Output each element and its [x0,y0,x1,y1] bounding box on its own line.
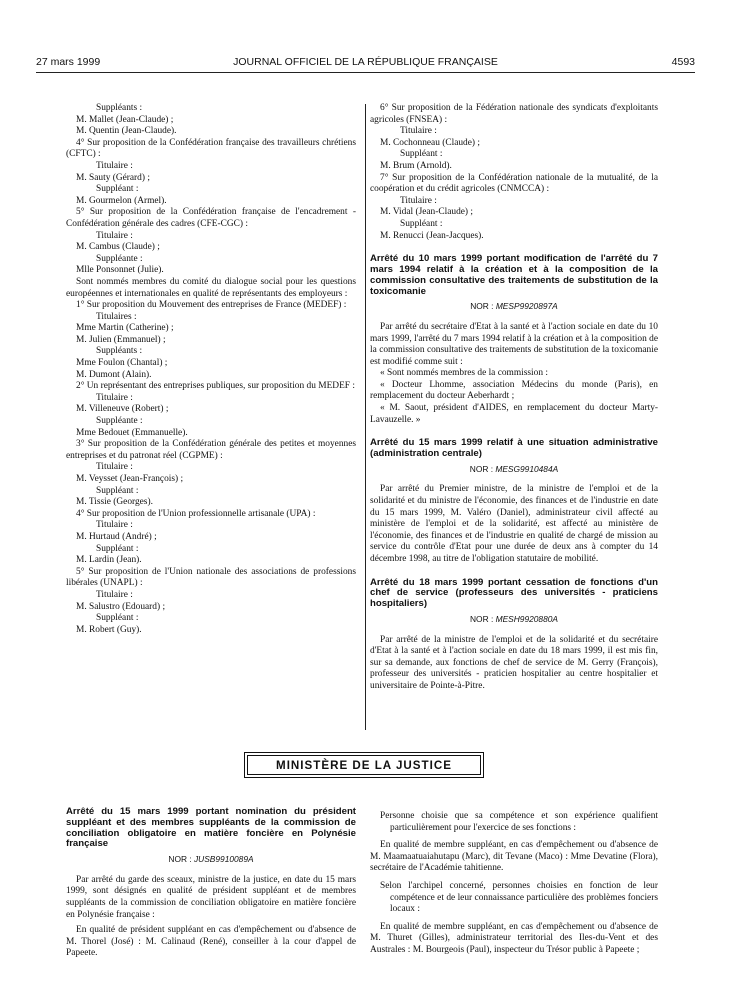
text-line: Par arrêté du garde des sceaux, ministre de la justice, en date du 15 mars 1999, sont désignés en qualité de président suppléant et de membres suppléants de la commission de conciliation obligatoire en matière foncière en Polynésie française : [66,874,356,920]
decree-title: Arrêté du 15 mars 1999 relatif à une situation administrative (administration centrale) [370,437,658,460]
text-line: Suppléants : [96,103,143,113]
text-line: M. Julien (Emmanuel) ; [76,334,166,345]
text-line: Suppléant : [96,543,139,554]
text-line: M. Mallet (Jean-Claude) ; [76,114,174,125]
text-line: Mme Martin (Catherine) ; [76,323,174,334]
ministry-heading: MINISTÈRE DE LA JUSTICE [247,755,481,775]
decree-title: Arrêté du 15 mars 1999 portant nomination du président suppléant et des membres suppléants de la commission de conciliation obligatoire en matière foncière en Polynésie française [66,806,356,850]
text-line: M. Vidal (Jean-Claude) ; [380,207,473,218]
nor-code: MESP9920897A [495,301,558,312]
issue-date: 27 mars 1999 [36,56,101,68]
text-line: M. Lardin (Jean). [76,555,142,566]
text-line: Titulaire : [96,230,133,241]
decree-body [370,484,658,565]
journal-title: JOURNAL OFFICIEL DE LA RÉPUBLIQUE FRANÇAISE [233,56,498,68]
nor-code: MESH9920880A [495,613,558,624]
text-line: M. Cochonneau (Claude) ; [380,137,480,148]
nor-code: JUSB9910089A [193,854,254,865]
text-line: 5° Sur proposition de la Confédération française de l'encadrement - Confédération générale des cadres (CFE-CGC) : [66,207,356,229]
text-line: Titulaire : [96,520,133,531]
nor-label: NOR : [469,463,494,474]
text-line: M. Renucci (Jean-Jacques). [380,230,484,241]
text-line: 7° Sur proposition de la Confédération nationale de la mutualité, de la coopération et du crédit agricoles (CNMCCA) : [370,172,658,195]
text-line: Suppléant : [96,184,139,195]
right-column-list [370,103,658,242]
text-line: Titulaire : [96,160,133,171]
text-line: M. Cambus (Claude) ; [76,242,160,253]
text-line: Personne choisie que sa compétence et son expérience qualifient particulièrement pour l'exercice de ses fonctions : [380,811,658,833]
right-column [370,103,658,693]
ministry-heading-box [244,752,484,778]
text-line: Mme Bedouet (Emmanuelle). [76,427,188,438]
text-line: Titulaire : [96,392,133,403]
decree-situation-administrative [370,438,658,565]
text-line: Par arrêté du secrétaire d'Etat à la santé et à l'action sociale en date du 10 mars 1999, l'arrêté du 7 mars 1994 relatif à la création et à la composition de la commission consultative des traitements de substitution de la toxicomanie est modifié comme suit : [370,321,658,367]
text-line: Sont nommés membres du comité du dialogue social pour les questions européennes et internationales en qualité de représentants des employeurs : [66,276,356,299]
text-line: 4° Sur proposition de l'Union professionnelle artisanale (UPA) : [76,508,316,519]
justice-decree [66,807,356,964]
text-line: Selon l'archipel concerné, personnes choisies en fonction de leur compétence et de leur connaissance particulière des problèmes fonciers locaux : [380,880,658,915]
decree-title: Arrêté du 18 mars 1999 portant cessation de fonctions d'un chef de service (professeurs des universités - praticiens hospitaliers) [370,576,658,610]
text-line: Titulaire : [400,126,437,137]
nor-reference [370,614,658,626]
text-line: Par arrêté de la ministre de l'emploi et de la solidarité et du secrétaire d'Etat à la santé et à l'action sociale en date du 18 mars 1999, il est mis fin, sur sa demande, aux fonctions de chef de service de M. Gerry (François), professeur des universités - praticien hospitalier au centre hospitalier et universitaire de Pointe-à-Pitre. [370,634,658,691]
text-line: M. Tissie (Georges). [76,497,153,508]
text-line: En qualité de président suppléant en cas d'empêchement ou d'absence de M. Thorel (José) : M. Calinaud (René), conseiller à la cour d'appel de Papeete. [66,925,356,959]
text-line: Suppléante : [96,416,143,427]
nor-label: NOR : [470,301,494,312]
nor-label: NOR : [470,613,494,624]
text-line: M. Veysset (Jean-François) ; [76,474,184,484]
nor-label: NOR : [168,854,192,865]
text-line: M. Robert (Guy). [76,624,142,635]
nor-code: MESG9910484A [495,463,559,474]
text-line: 2° Un représentant des entreprises publiques, sur proposition du MEDEF : [76,381,355,392]
text-line: M. Villeneuve (Robert) ; [76,404,169,415]
text-line: Titulaire : [96,589,133,600]
text-line: Suppléant : [96,613,139,624]
text-line: Suppléante : [96,253,143,264]
text-line: 4° Sur proposition de la Confédération française des travailleurs chrétiens (CFTC) : [66,137,356,160]
text-line: M. Hurtaud (André) ; [76,531,157,542]
text-line: Titulaires : [96,311,137,322]
left-column [66,103,356,636]
text-line: « Docteur Lhomme, association Médecins du monde (Paris), en remplacement du docteur Aeberhardt ; [370,379,658,402]
text-line: M. Gourmelon (Armel). [76,195,167,206]
nor-reference [66,854,356,866]
text-line: Suppléant : [96,485,139,496]
text-line: M. Dumont (Alain). [76,369,152,380]
text-line: 6° Sur proposition de la Fédération nationale des syndicats d'exploitants agricoles (FNSEA) : [370,103,658,125]
column-divider [365,104,366,730]
text-line: Mme Foulon (Chantal) ; [76,358,168,369]
decree-cessation-fonctions [370,578,658,693]
decree-body [66,875,356,960]
text-line: Par arrêté du Premier ministre, de la ministre de l'emploi et de la solidarité et du ministre de l'économie, des finances et de l'industrie en date du 15 mars 1999, M. Valéro (Daniel), administrateur civil affecté au ministère de l'emploi et de la solidarité, est affecté au ministère de l'économie, des finances et de l'industrie en qualité de chargé de mission au service du contrôle d'Etat pour une durée de deux ans à compter du 14 décembre 1998, au titre de l'obligation statutaire de mobilité. [370,484,658,564]
text-line: M. Salustro (Edouard) ; [76,601,166,612]
text-line: « M. Saout, président d'AIDES, en remplacement du docteur Marty-Lavauzelle. » [370,403,658,425]
decree-toxicomanie [370,254,658,426]
decree-body [370,635,658,693]
text-line: M. Brum (Arnold). [380,160,452,171]
text-line: 1° Sur proposition du Mouvement des entreprises de France (MEDEF) : [76,300,347,311]
text-line: Titulaire : [96,462,133,473]
justice-decree-continued [370,811,658,963]
page-header [36,56,695,70]
text-line: Mlle Ponsonnet (Julie). [76,265,164,276]
text-line: Suppléants : [96,346,143,357]
text-line: Suppléant : [400,218,443,229]
text-line: M. Sauty (Gérard) ; [76,172,150,183]
text-line: Titulaire : [400,195,437,206]
nor-reference [370,464,658,476]
text-line: Suppléant : [400,149,443,160]
text-line: 5° Sur proposition de l'Union nationale des associations de professions libérales (UNAPL) : [66,566,356,589]
text-line: M. Quentin (Jean-Claude). [76,126,177,137]
header-rule [36,72,695,73]
decree-title: Arrêté du 10 mars 1999 portant modification de l'arrêté du 7 mars 1994 relatif à la création et à la composition de la commission consultative des traitements de substitution de la toxicomanie [370,253,658,297]
page-number: 4593 [671,56,695,68]
decree-body [370,322,658,426]
nor-reference [370,301,658,313]
text-line: En qualité de membre suppléant, en cas d'empêchement ou d'absence de M. Thuret (Gilles), administrateur territorial des Iles-du-Vent et des Australes : M. Bourgeois (Paul), inspecteur du Trésor public à Papeete ; [370,921,658,955]
text-line: 3° Sur proposition de la Confédération générale des petites et moyennes entreprises et du patronat réel (CGPME) : [66,439,356,461]
text-line: En qualité de membre suppléant, en cas d'empêchement ou d'absence de M. Maamaatuaiahutapu (Marc), dit Tevane (Maco) : Mme Devatine (Flora), secrétaire de l'Académie tahitienne. [370,840,658,874]
text-line: « Sont nommés membres de la commission : [380,368,548,379]
